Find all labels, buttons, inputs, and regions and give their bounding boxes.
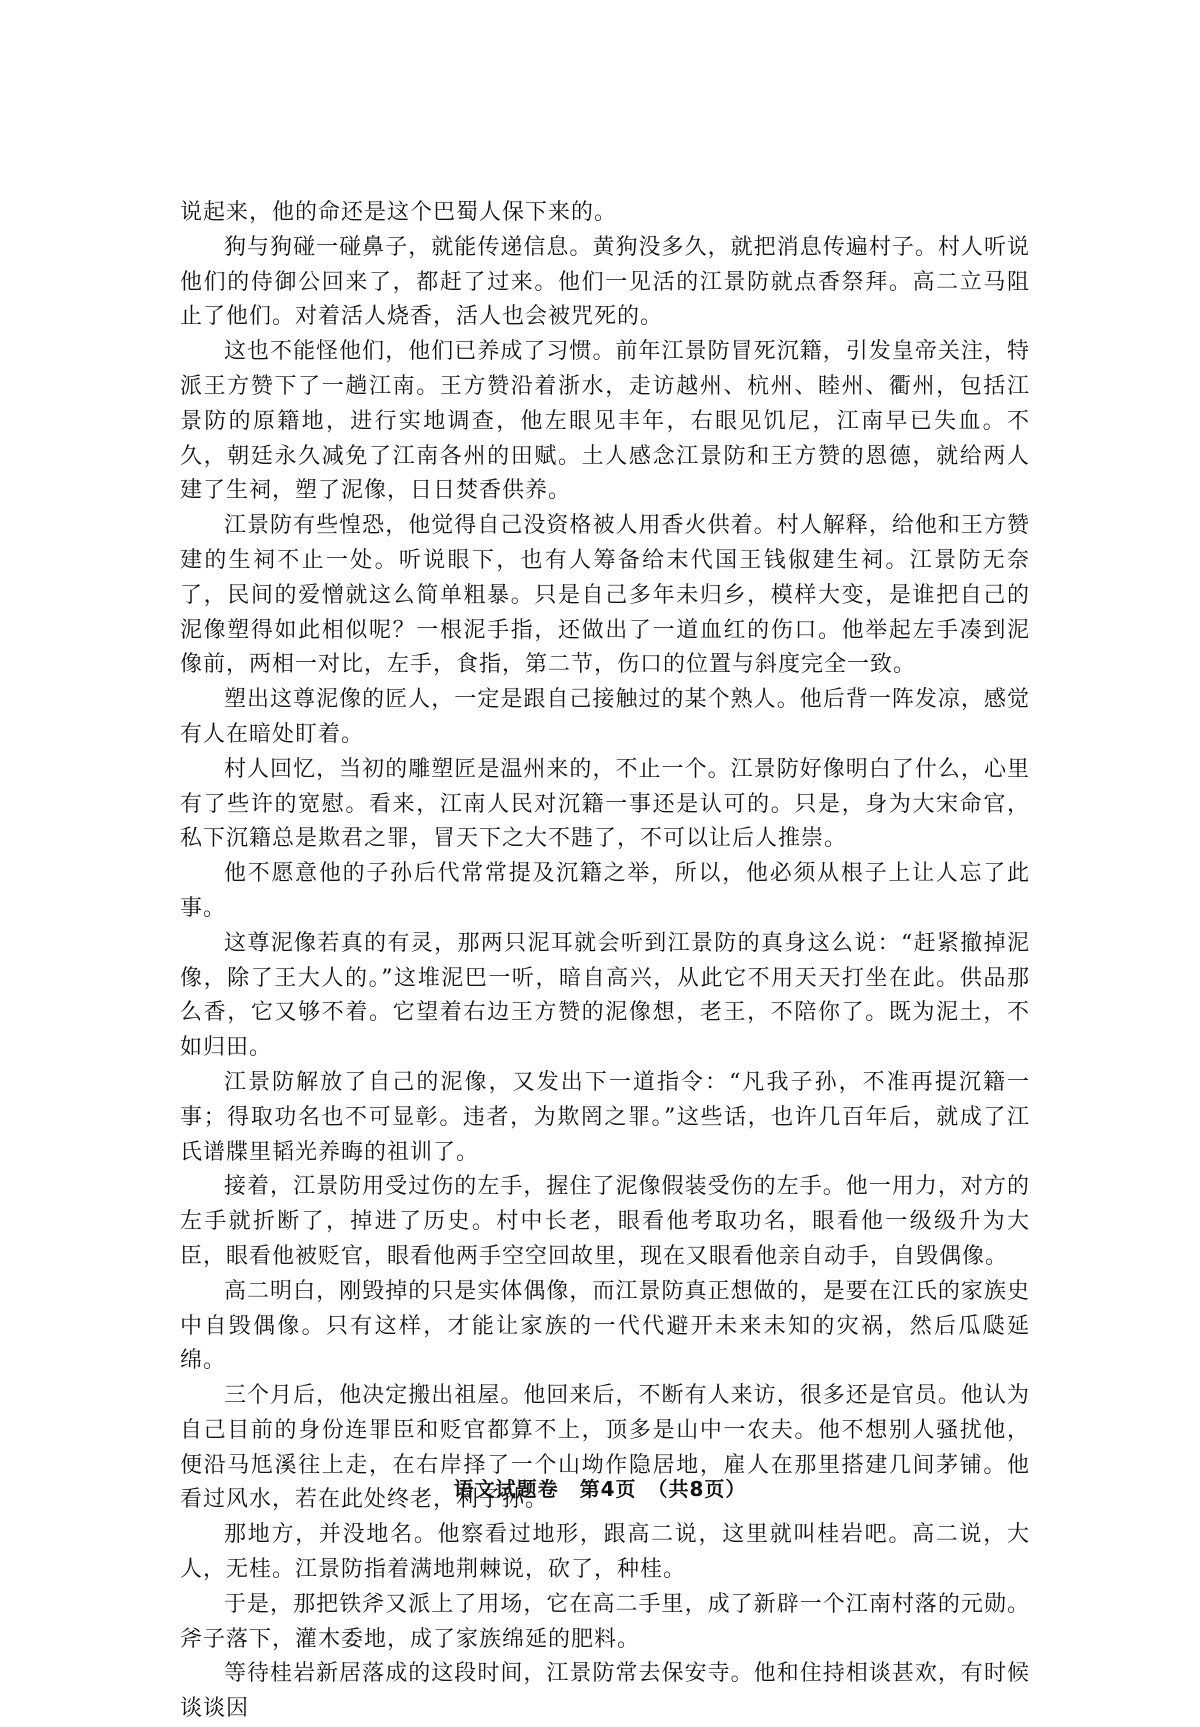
- paragraph: 狗与狗碰一碰鼻子，就能传递信息。黄狗没多久，就把消息传遍村子。村人听说他们的侍御公回来了，都赶了过来。他们一见活的江景防就点香祭拜。高二立马阻止了他们。对着活人烧香，活人也会被咒死的。: [180, 234, 1030, 330]
- paragraph: 说起来，他的命还是这个巴蜀人保下来的。: [180, 200, 618, 225]
- paragraph: 接着，江景防用受过伤的左手，握住了泥像假装受伤的左手。他一用力，对方的左手就折断了，掉进了历史。村中长老，眼看他考取功名，眼看他一级级升为大臣，眼看他被贬官，眼看他两手空空回故里，现在又眼看他亲自动手，自毁偶像。: [180, 1174, 1030, 1269]
- paragraph: 等待桂岩新居落成的这段时间，江景防常去保安寺。他和住持相谈甚欢，有时候谈谈因: [180, 1661, 1030, 1722]
- page-footer: 语文试题卷 第4页 （共8页）: [453, 1477, 747, 1501]
- paragraph: 江景防解放了自己的泥像，又发出下一道指令：“凡我子孙，不准再提沉籍一事；得取功名也不可显彰。违者，为欺罔之罪。”这些话，也许几百年后，就成了江氏谱牒里韬光养晦的祖训了。: [180, 1069, 1030, 1165]
- paragraph: 这尊泥像若真的有灵，那两只泥耳就会听到江景防的真身这么说：“赶紧撤掉泥像，除了王大人的。”这堆泥巴一听，暗自高兴，从此它不用天天打坐在此。供品那么香，它又够不着。它望着右边王方赞的泥像想，老王，不陪你了。既为泥土，不如归田。: [180, 930, 1030, 1061]
- paragraph: 村人回忆，当初的雕塑匠是温州来的，不止一个。江景防好像明白了什么，心里有了些许的宽慰。看来，江南人民对沉籍一事还是认可的。只是，身为大宋命官，私下沉籍总是欺君之罪，冒天下之大不韪了，不可以让后人推崇。: [180, 756, 1030, 852]
- paragraph: 江景防有些惶恐，他觉得自己没资格被人用香火供着。村人解释，给他和王方赞建的生祠不止一处。听说眼下，也有人筹备给末代国王钱俶建生祠。江景防无奈了，民间的爱憎就这么简单粗暴。只是自己多年未归乡，模样大变，是谁把自己的泥像塑得如此相似呢？一根泥手指，还做出了一道血红的伤口。他举起左手凑到泥像前，两相一对比，左手，食指，第二节，伤口的位置与斜度完全一致。: [180, 513, 1030, 678]
- paragraph: 高二明白，刚毁掉的只是实体偶像，而江景防真正想做的，是要在江氏的家族史中自毁偶像。只有这样，才能让家族的一代代避开未来未知的灾祸，然后瓜瓞延绵。: [180, 1278, 1030, 1374]
- paragraph: 他不愿意他的子孙后代常常提及沉籍之举，所以，他必须从根子上让人忘了此事。: [180, 861, 1030, 921]
- paragraph: 于是，那把铁斧又派上了用场，它在高二手里，成了新辟一个江南村落的元勋。斧子落下，灌木委地，成了家族绵延的肥料。: [180, 1591, 1030, 1652]
- paragraph: 这也不能怪他们，他们已养成了习惯。前年江景防冒死沉籍，引发皇帝关注，特派王方赞下了一趟江南。王方赞沿着浙水，走访越州、杭州、睦州、衢州，包括江景防的原籍地，进行实地调查，他左眼见丰年，右眼见饥尼，江南早已失血。不久，朝廷永久减免了江南各州的田赋。土人感念江景防和王方赞的恩德，就给两人建了生祠，塑了泥像，日日焚香供养。: [180, 339, 1030, 504]
- paragraph: 那地方，并没地名。他察看过地形，跟高二说，这里就叫桂岩吧。高二说，大人，无桂。江景防指着满地荆棘说，砍了，种桂。: [180, 1522, 1030, 1583]
- paragraph: 塑出这尊泥像的匠人，一定是跟自己接触过的某个熟人。他后背一阵发凉，感觉有人在暗处盯着。: [180, 687, 1030, 747]
- paragraph: 三个月后，他决定搬出祖屋。他回来后，不断有人来访，很多还是官员。他认为自己目前的身份连罪臣和贬官都算不上，顶多是山中一农夫。他不想别人骚扰他，便沿马尪溪往上走，在右岸择了一个山坳作隐居地，雇人在那里搭建几间茅铺。他看过风水，若在此处终老，利子孙。: [180, 1383, 1030, 1513]
